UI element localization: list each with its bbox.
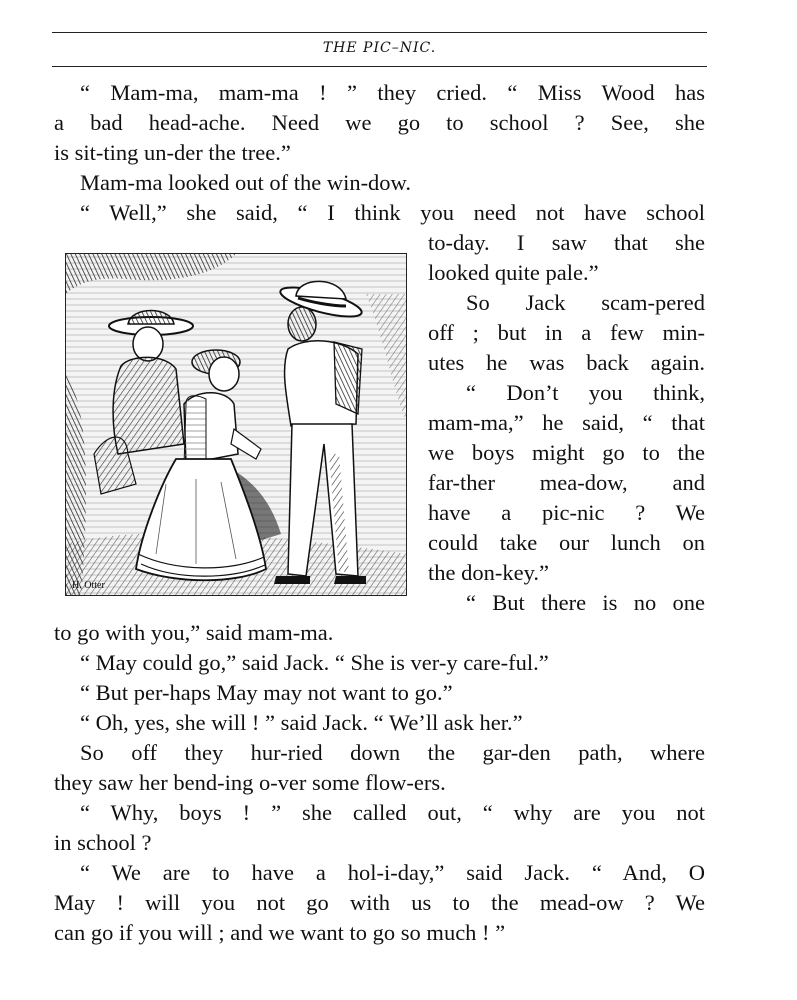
text-line: could take our lunch on xyxy=(428,530,705,555)
artist-signature: H. Otter xyxy=(72,580,105,591)
text-line: “ May could go,” said Jack. “ She is ver-y care-ful.” xyxy=(80,650,549,675)
running-head: THE PIC–NIC. xyxy=(322,40,437,56)
text-line: “ But per-haps May may not want to go.” xyxy=(80,680,453,705)
text-line: “ Oh, yes, she will ! ” said Jack. “ We’ll ask her.” xyxy=(80,710,523,735)
text-line: a bad head-ache. Need we go to school ? See, she xyxy=(54,110,705,135)
text-line: “ Well,” she said, “ I think you need not have school xyxy=(80,200,705,225)
engraving-illustration xyxy=(65,253,407,596)
children-picnic-icon xyxy=(66,254,407,596)
text-line: we boys might go to the xyxy=(428,440,705,465)
header-rule xyxy=(52,66,707,67)
text-line: in school ? xyxy=(54,830,152,855)
text-line: far-ther mea-dow, and xyxy=(428,470,705,495)
text-line: to-day. I saw that she xyxy=(428,230,705,255)
text-line: “ We are to have a hol-i-day,” said Jack. “ And, O xyxy=(80,860,705,885)
text-line: mam-ma,” he said, “ that xyxy=(428,410,705,435)
text-line: have a pic-nic ? We xyxy=(428,500,705,525)
text-line: to go with you,” said mam-ma. xyxy=(54,620,334,645)
text-line: May ! will you not go with us to the mead-ow ? We xyxy=(54,890,705,915)
text-line: they saw her bend-ing o-ver some flow-ers. xyxy=(54,770,446,795)
text-line: So off they hur-ried down the gar-den path, where xyxy=(80,740,705,765)
text-line: Mam-ma looked out of the win-dow. xyxy=(80,170,411,195)
text-line: the don-key.” xyxy=(428,560,549,585)
text-line: “ Mam-ma, mam-ma ! ” they cried. “ Miss Wood has xyxy=(80,80,705,105)
text-line: “ Don’t you think, xyxy=(466,380,705,405)
text-line: “ But there is no one xyxy=(466,590,705,615)
text-line: utes he was back again. xyxy=(428,350,705,375)
text-line: looked quite pale.” xyxy=(428,260,599,285)
text-line: So Jack scam-pered xyxy=(466,290,705,315)
text-line: can go if you will ; and we want to go so much ! ” xyxy=(54,920,506,945)
text-line: off ; but in a few min- xyxy=(428,320,705,345)
text-line: is sit-ting un-der the tree.” xyxy=(54,140,291,165)
top-rule xyxy=(52,32,707,33)
text-line: “ Why, boys ! ” she called out, “ why are you not xyxy=(80,800,705,825)
